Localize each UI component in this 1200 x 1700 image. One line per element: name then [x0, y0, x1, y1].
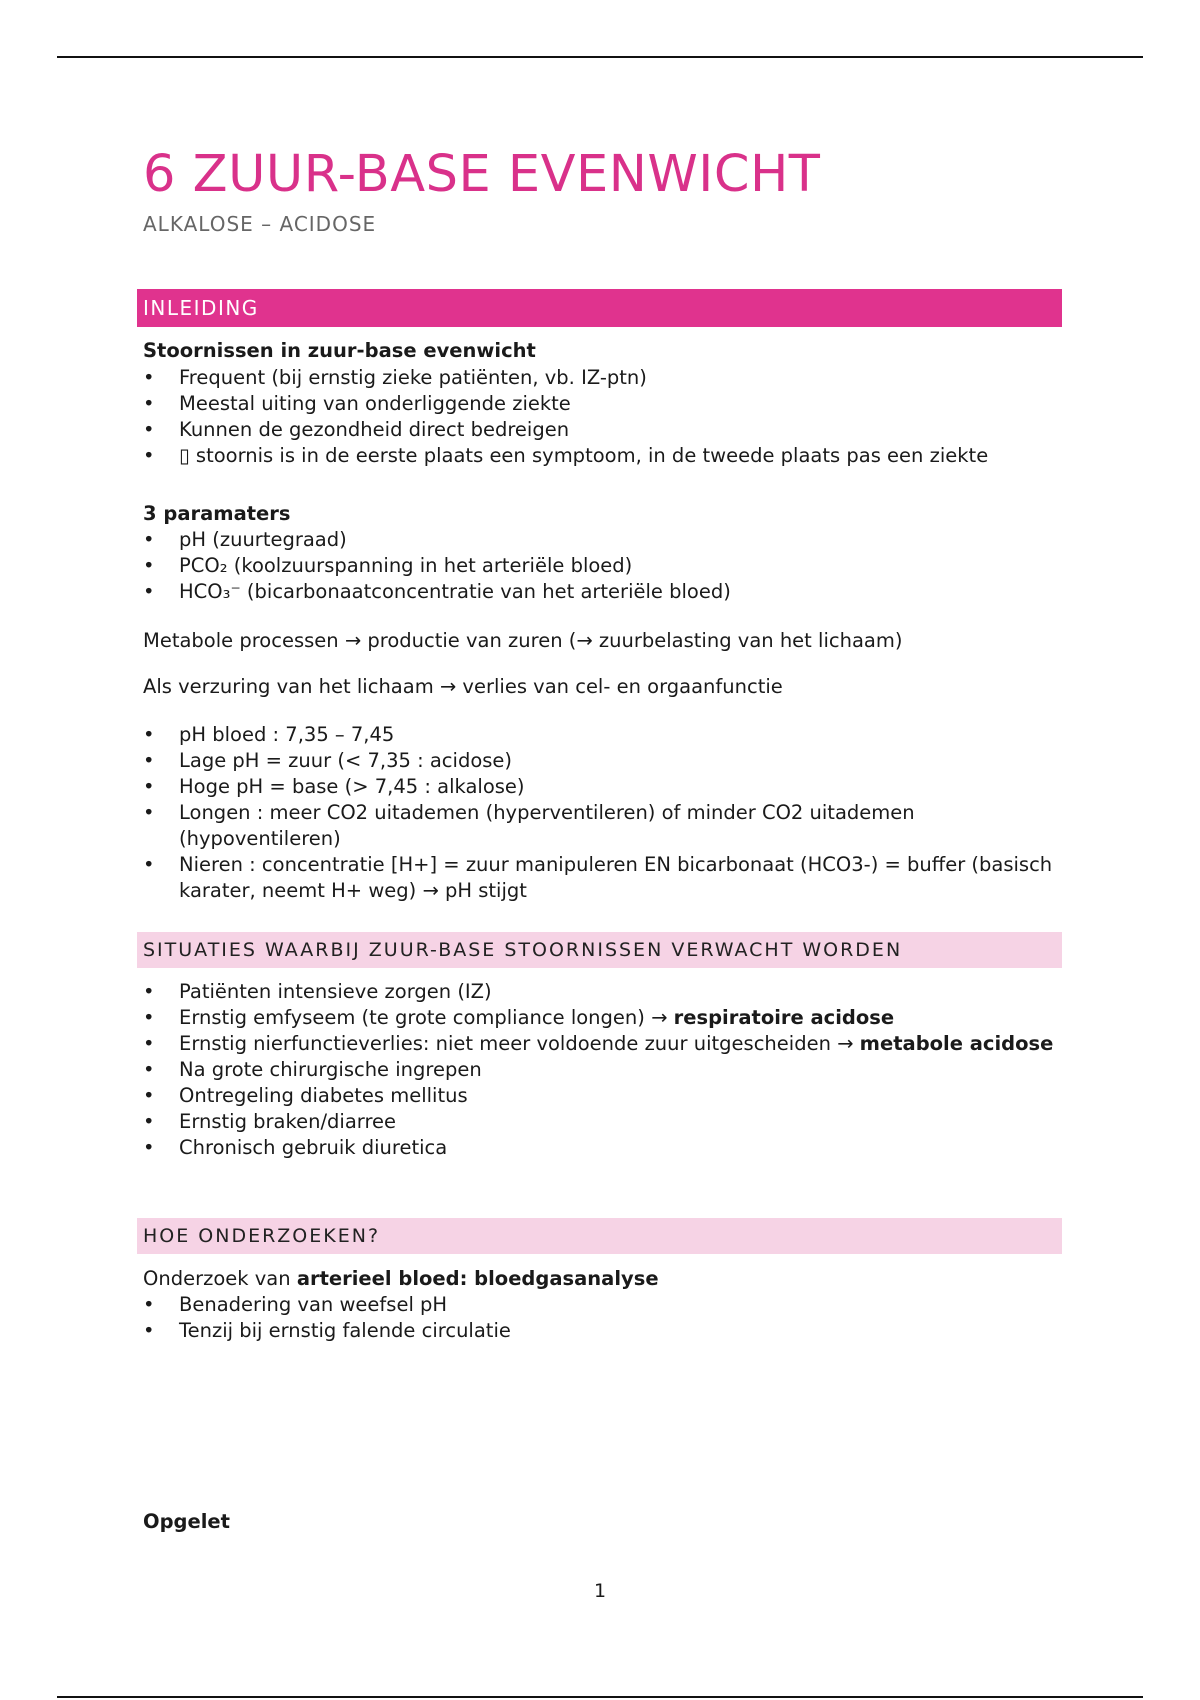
onderzoek-intro: Onderzoek van arterieel bloed: bloedgasanalyse — [143, 1267, 659, 1290]
page-number: 1 — [593, 1580, 607, 1602]
bullet: • — [143, 580, 155, 603]
list-item: • Tenzij bij ernstig falende circulatie — [143, 1319, 511, 1342]
bullet: • — [143, 1319, 155, 1342]
verzuring-paragraph: Als verzuring van het lichaam → verlies van cel- en orgaanfunctie — [143, 675, 783, 698]
section-header-situaties: SITUATIES WAARBIJ ZUUR-BASE STOORNISSEN VERWACHT WORDEN — [137, 932, 1062, 968]
list-item: • pH bloed : 7,35 – 7,45 — [143, 723, 395, 746]
metabole-paragraph: Metabole processen → productie van zuren (→ zuurbelasting van het lichaam) — [143, 629, 903, 652]
bullet: • — [143, 444, 155, 467]
situaties-list — [137, 979, 1062, 1161]
ph-list — [137, 722, 1062, 904]
parameters-list — [137, 527, 1062, 605]
bullet: • — [143, 554, 155, 577]
list-item: • Lage pH = zuur (< 7,35 : acidose) — [143, 749, 513, 772]
parameters-heading: 3 paramaters — [143, 502, 291, 525]
list-item: • Benadering van weefsel pH — [143, 1293, 448, 1316]
bullet: • — [143, 392, 155, 415]
bullet: • — [143, 1110, 155, 1133]
bottom-rule — [57, 1696, 1143, 1698]
bullet: • — [143, 1006, 155, 1029]
bullet: • — [143, 801, 155, 824]
list-item: • Patiënten intensieve zorgen (IZ) — [143, 980, 492, 1003]
list-item: • Ernstig braken/diarree — [143, 1110, 397, 1133]
list-item: • HCO₃⁻ (bicarbonaatconcentratie van het arteriële bloed) — [143, 580, 731, 603]
list-item: • Longen : meer CO2 uitademen (hyperventileren) of minder CO2 uitademen (hypoventileren) — [143, 801, 915, 850]
section-header-onderzoek: HOE ONDERZOEKEN? — [137, 1218, 1062, 1254]
bullet: • — [143, 749, 155, 772]
list-item: • pH (zuurtegraad) — [143, 528, 347, 551]
opgelet-heading: Opgelet — [143, 1510, 230, 1533]
list-item: • ▯ stoornis is in de eerste plaats een symptoom, in de tweede plaats pas een ziekte — [143, 444, 989, 467]
bullet: • — [143, 1293, 155, 1316]
list-item: • Kunnen de gezondheid direct bedreigen — [143, 418, 570, 441]
bullet: • — [143, 980, 155, 1003]
stoornissen-list — [137, 365, 1062, 469]
list-item: • Nieren : concentratie [H+] = zuur manipuleren EN bicarbonaat (HCO3-) = buffer (basisch karater, neemt H+ weg) → pH stijgt — [143, 853, 1053, 902]
list-item: • Na grote chirurgische ingrepen — [143, 1058, 482, 1081]
bullet: • — [143, 853, 155, 876]
section-header-inleiding: INLEIDING — [137, 289, 1062, 327]
bullet: • — [143, 366, 155, 389]
list-item: • Hoge pH = base (> 7,45 : alkalose) — [143, 775, 525, 798]
page-subtitle: ALKALOSE – ACIDOSE — [143, 212, 377, 236]
list-item: • Ontregeling diabetes mellitus — [143, 1084, 468, 1107]
top-rule — [57, 56, 1143, 58]
list-item: • PCO₂ (koolzuurspanning in het arteriële bloed) — [143, 554, 633, 577]
list-item: • Ernstig nierfunctieverlies: niet meer voldoende zuur uitgescheiden → metabole acidose — [143, 1032, 1054, 1055]
bullet: • — [143, 528, 155, 551]
list-item: • Meestal uiting van onderliggende ziekte — [143, 392, 571, 415]
onderzoek-list — [137, 1292, 1062, 1344]
bullet: • — [143, 1136, 155, 1159]
bullet: • — [143, 723, 155, 746]
list-item: • Ernstig emfyseem (te grote compliance longen) → respiratoire acidose — [143, 1006, 895, 1029]
bullet: • — [143, 775, 155, 798]
list-item: • Chronisch gebruik diuretica — [143, 1136, 448, 1159]
stoornissen-heading: Stoornissen in zuur-base evenwicht — [143, 339, 536, 362]
bullet: • — [143, 418, 155, 441]
bullet: • — [143, 1084, 155, 1107]
page-title: 6 ZUUR-BASE EVENWICHT — [143, 145, 821, 204]
list-item: • Frequent (bij ernstig zieke patiënten, vb. IZ-ptn) — [143, 366, 647, 389]
bullet: • — [143, 1058, 155, 1081]
bullet: • — [143, 1032, 155, 1055]
